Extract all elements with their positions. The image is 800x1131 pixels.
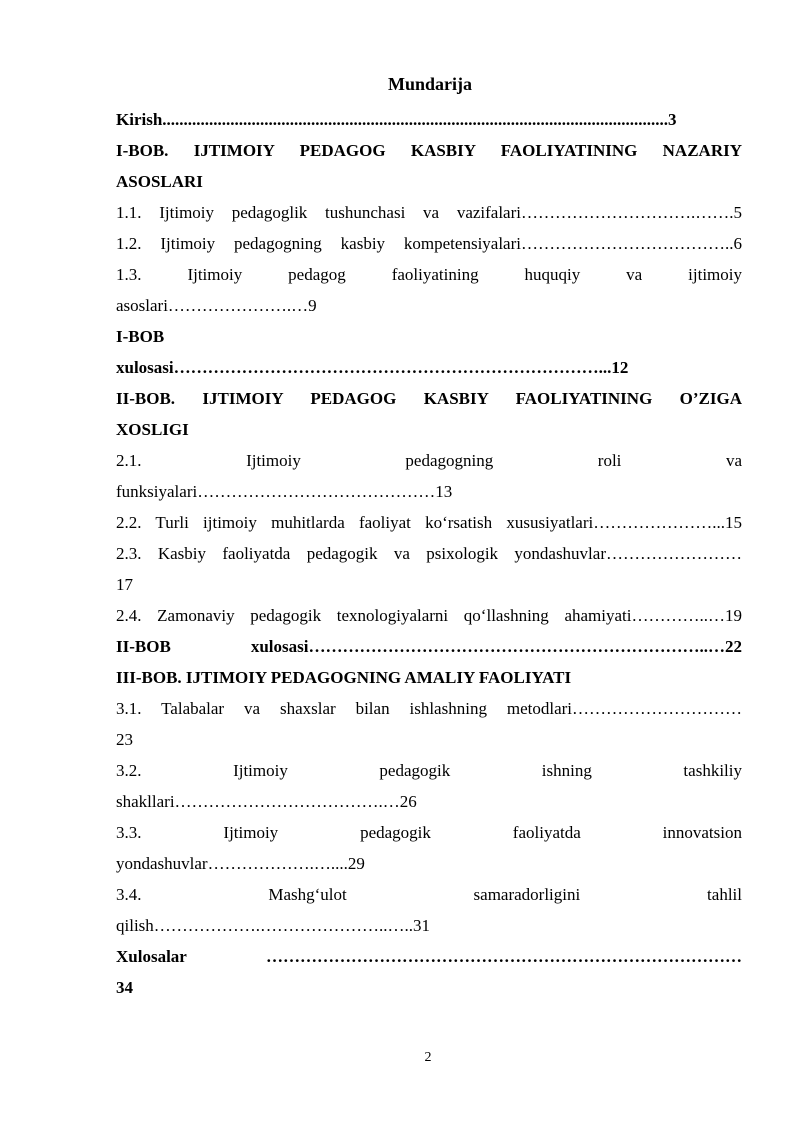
toc-entry-3-1-cont: 23 [116,730,133,749]
toc-entry-3-4: 3.4. Mashg‘ulot samaradorligini tahlil [116,885,742,904]
toc-entry-3-4-cont: qilish……………….…………………..…..31 [116,916,431,935]
page-number: 2 [424,1050,432,1065]
toc-entry-2-2: 2.2. Turli ijtimoiy muhitlarda faoliyat ko‘rsatish xususiyatlari…………………...15 [116,513,742,532]
toc-entry-1-3-cont: asoslari………………….…9 [116,296,317,315]
toc-entry-2-3: 2.3. Kasbiy faoliyatda pedagogik va psixologik yondashuvlar…………………… [116,544,742,563]
toc-entry-xulosalar-cont: 34 [116,978,133,997]
toc-chapter-1-conclusion-cont: xulosasi…………………………………………………………………...12 [116,358,629,377]
table-of-contents [116,104,742,1003]
toc-entry-xulosalar: Xulosalar ………………………………………………………………………… [116,947,742,966]
toc-entry-2-1: 2.1. Ijtimoiy pedagogning roli va [116,451,742,470]
toc-entry-3-3: 3.3. Ijtimoiy pedagogik faoliyatda innovatsion [116,823,742,842]
toc-entry-3-2: 3.2. Ijtimoiy pedagogik ishning tashkiliy [116,761,742,780]
toc-entry-2-3-cont: 17 [116,575,133,594]
toc-entry-1-1: 1.1. Ijtimoiy pedagoglik tushunchasi va vazifalari………………………….…….5 [116,203,742,222]
toc-entry-kirish: Kirish.......................................................................................................................3 [116,110,677,129]
toc-chapter-2-conclusion: II-BOB xulosasi……………………………………………………………..…22 [116,637,742,656]
toc-title: Mundarija [387,74,472,94]
toc-entry-3-3-cont: yondashuvlar……………….…....29 [116,854,365,873]
toc-chapter-2-heading: II-BOB. IJTIMOIY PEDAGOG KASBIY FAOLIYATINING O’ZIGA [116,389,742,408]
toc-chapter-3-heading: III-BOB. IJTIMOIY PEDAGOGNING AMALIY FAOLIYATI [116,668,572,687]
toc-entry-1-3: 1.3. Ijtimoiy pedagog faoliyatining huquqiy va ijtimoiy [116,265,742,284]
toc-chapter-1-conclusion: I-BOB [116,327,165,346]
toc-entry-2-4: 2.4. Zamonaviy pedagogik texnologiyalarni qo‘llashning ahamiyati…………..…19 [116,606,742,625]
toc-chapter-2-heading-cont: XOSLIGI [116,420,189,439]
toc-chapter-1-heading-cont: ASOSLARI [116,172,203,191]
toc-entry-1-2: 1.2. Ijtimoiy pedagogning kasbiy kompetensiyalari………………………………..6 [116,234,742,253]
toc-chapter-1-heading: I-BOB. IJTIMOIY PEDAGOG KASBIY FAOLIYATINING NAZARIY [116,141,742,160]
toc-entry-3-2-cont: shakllari……………………………….…26 [116,792,417,811]
toc-entry-3-1: 3.1. Talabalar va shaxslar bilan ishlashning metodlari………………………… [116,699,742,718]
toc-entry-2-1-cont: funksiyalari……………………………………13 [116,482,453,501]
